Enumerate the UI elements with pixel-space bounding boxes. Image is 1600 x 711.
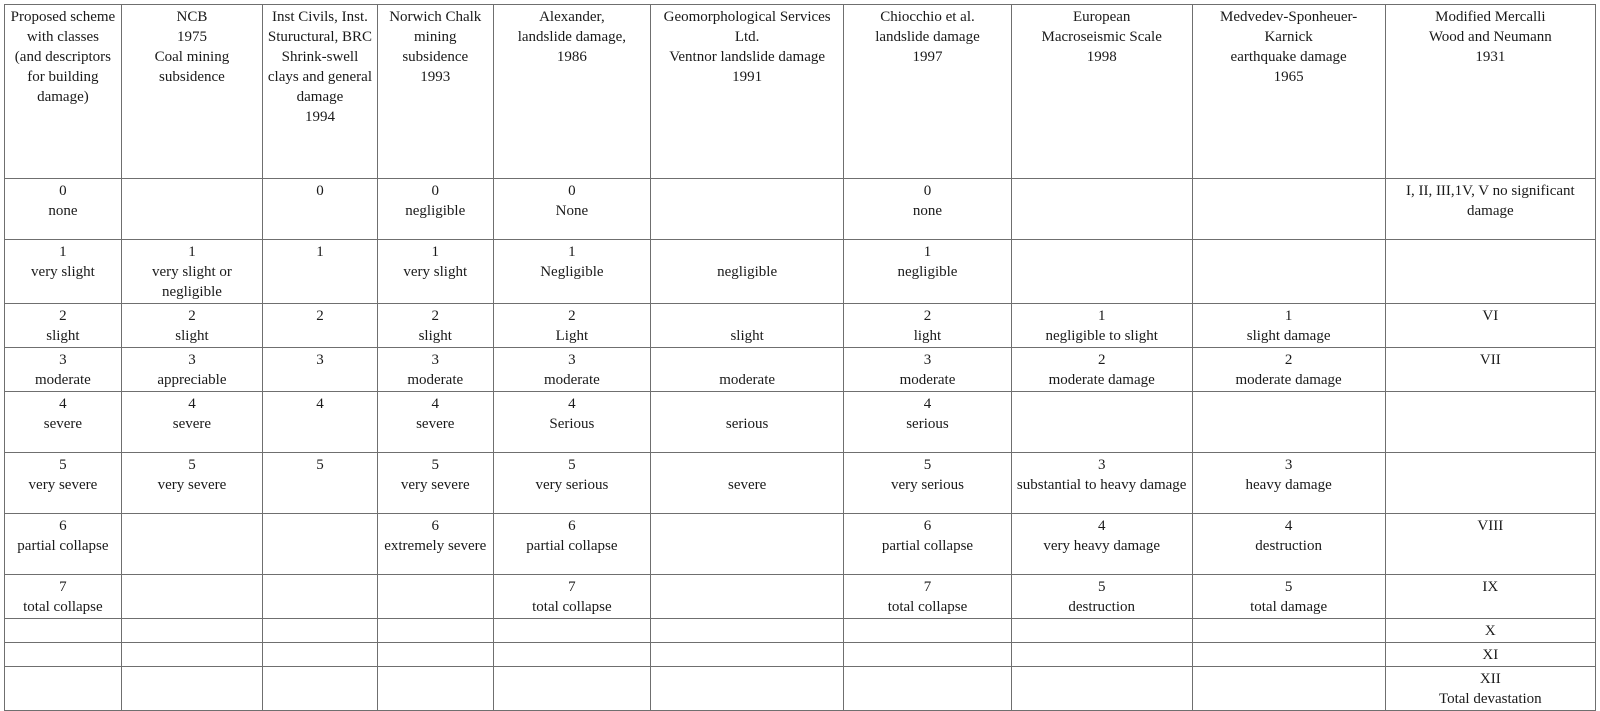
- table-cell: [263, 667, 378, 711]
- table-cell: [1011, 667, 1192, 711]
- table-cell: 0 none: [5, 179, 122, 240]
- table-row: [5, 514, 1596, 575]
- table-cell: VI: [1385, 304, 1595, 348]
- table-row: [5, 619, 1596, 643]
- table-cell: 1 very slight: [377, 240, 493, 304]
- table-cell: 2: [263, 304, 378, 348]
- header-cell-inst-civils: Inst Civils, Inst. Stuructural, BRC Shrink-swell clays and general damage 1994: [263, 5, 378, 179]
- table-cell: 2 light: [844, 304, 1012, 348]
- table-cell: [651, 667, 844, 711]
- table-cell: [5, 619, 122, 643]
- table-row: [5, 304, 1596, 348]
- table-cell: 6 partial collapse: [844, 514, 1012, 575]
- table-cell: 3 moderate: [5, 348, 122, 392]
- table-cell: [1011, 240, 1192, 304]
- table-row: [5, 453, 1596, 514]
- table-cell: 1 slight damage: [1192, 304, 1385, 348]
- header-cell-proposed-scheme: Proposed scheme with classes (and descriptors for building damage): [5, 5, 122, 179]
- table-cell: 0 none: [844, 179, 1012, 240]
- table-cell: [651, 575, 844, 619]
- table-cell: XI: [1385, 643, 1595, 667]
- table-cell: 6 partial collapse: [5, 514, 122, 575]
- table-cell: I, II, III,1V, V no significant damage: [1385, 179, 1595, 240]
- table-cell: [651, 643, 844, 667]
- table-cell: 4 destruction: [1192, 514, 1385, 575]
- table-cell: [493, 619, 650, 643]
- table-cell: [377, 575, 493, 619]
- table-cell: [1385, 392, 1595, 453]
- table-cell: 5: [263, 453, 378, 514]
- damage-classification-table: [4, 4, 1596, 711]
- table-cell: 1 very slight: [5, 240, 122, 304]
- table-cell: 3 moderate: [377, 348, 493, 392]
- table-cell: 4: [263, 392, 378, 453]
- table-cell: [1011, 619, 1192, 643]
- table-cell: [377, 667, 493, 711]
- table-row: [5, 179, 1596, 240]
- table-cell: [1192, 667, 1385, 711]
- header-cell-geomorphological: Geomorphological Services Ltd. Ventnor landslide damage 1991: [651, 5, 844, 179]
- header-cell-norwich-chalk: Norwich Chalk mining subsidence 1993: [377, 5, 493, 179]
- table-cell: 6 partial collapse: [493, 514, 650, 575]
- table-cell: 4 severe: [121, 392, 262, 453]
- table-cell: [121, 514, 262, 575]
- table-row: [5, 392, 1596, 453]
- table-cell: 5 very severe: [5, 453, 122, 514]
- table-cell: 5 destruction: [1011, 575, 1192, 619]
- table-cell: [1192, 392, 1385, 453]
- table-cell: [121, 179, 262, 240]
- table-cell: 3 moderate: [493, 348, 650, 392]
- table-cell: X: [1385, 619, 1595, 643]
- table-cell: [651, 179, 844, 240]
- table-cell: 3 moderate: [844, 348, 1012, 392]
- table-cell: [844, 667, 1012, 711]
- table-row: [5, 240, 1596, 304]
- table-row: [5, 643, 1596, 667]
- table-cell: [121, 667, 262, 711]
- header-cell-european-macroseismic: European Macroseismic Scale 1998: [1011, 5, 1192, 179]
- table-cell: 2 slight: [377, 304, 493, 348]
- table-cell: [1192, 619, 1385, 643]
- table-cell: [121, 619, 262, 643]
- table-cell: 5 very serious: [844, 453, 1012, 514]
- table-cell: 4 Serious: [493, 392, 650, 453]
- table-cell: 5 total damage: [1192, 575, 1385, 619]
- table-cell: 3: [263, 348, 378, 392]
- header-cell-modified-mercalli: Modified Mercalli Wood and Neumann 1931: [1385, 5, 1595, 179]
- table-cell: 1 negligible: [844, 240, 1012, 304]
- table-cell: [5, 667, 122, 711]
- table-cell: [263, 643, 378, 667]
- table-cell: [263, 575, 378, 619]
- table-cell: 3 substantial to heavy damage: [1011, 453, 1192, 514]
- table-cell: slight: [651, 304, 844, 348]
- table-cell: 7 total collapse: [493, 575, 650, 619]
- table-cell: 2 moderate damage: [1011, 348, 1192, 392]
- header-cell-alexander: Alexander, landslide damage, 1986: [493, 5, 650, 179]
- table-cell: 1: [263, 240, 378, 304]
- table-cell: 2 Light: [493, 304, 650, 348]
- table-cell: 6 extremely severe: [377, 514, 493, 575]
- table-cell: [1385, 453, 1595, 514]
- table-cell: 5 very severe: [377, 453, 493, 514]
- header-row: [5, 5, 1596, 179]
- table-cell: [1192, 643, 1385, 667]
- table-cell: 5 very serious: [493, 453, 650, 514]
- table-cell: 2 slight: [121, 304, 262, 348]
- table-cell: 3 heavy damage: [1192, 453, 1385, 514]
- header-cell-msk: Medvedev-Sponheuer-Karnick earthquake damage 1965: [1192, 5, 1385, 179]
- table-cell: [844, 643, 1012, 667]
- table-cell: [1192, 240, 1385, 304]
- table-cell: 1 very slight or negligible: [121, 240, 262, 304]
- table-cell: 1 Negligible: [493, 240, 650, 304]
- table-cell: [844, 619, 1012, 643]
- table-cell: 0 negligible: [377, 179, 493, 240]
- header-cell-ncb: NCB 1975 Coal mining subsidence: [121, 5, 262, 179]
- table-cell: 5 very severe: [121, 453, 262, 514]
- table-cell: VIII: [1385, 514, 1595, 575]
- table-row: [5, 667, 1596, 711]
- table-cell: VII: [1385, 348, 1595, 392]
- table-cell: 0 None: [493, 179, 650, 240]
- table-cell: [493, 643, 650, 667]
- table-cell: [121, 643, 262, 667]
- table-cell: 0: [263, 179, 378, 240]
- table-cell: XII Total devastation: [1385, 667, 1595, 711]
- table-cell: [1011, 643, 1192, 667]
- table-cell: 4 severe: [377, 392, 493, 453]
- header-cell-chiocchio: Chiocchio et al. landslide damage 1997: [844, 5, 1012, 179]
- table-cell: 7 total collapse: [844, 575, 1012, 619]
- table-cell: severe: [651, 453, 844, 514]
- table-cell: [493, 667, 650, 711]
- table-row: [5, 575, 1596, 619]
- table-cell: 3 appreciable: [121, 348, 262, 392]
- table-cell: [1385, 240, 1595, 304]
- table-cell: [263, 619, 378, 643]
- table-cell: negligible: [651, 240, 844, 304]
- table-row: [5, 348, 1596, 392]
- table-cell: 4 serious: [844, 392, 1012, 453]
- table-cell: [1192, 179, 1385, 240]
- table-cell: [1011, 179, 1192, 240]
- table-cell: IX: [1385, 575, 1595, 619]
- table-cell: 7 total collapse: [5, 575, 122, 619]
- table-cell: 4 very heavy damage: [1011, 514, 1192, 575]
- table-body: [5, 179, 1596, 711]
- table-cell: [377, 643, 493, 667]
- table-cell: serious: [651, 392, 844, 453]
- table-cell: [5, 643, 122, 667]
- table-cell: [121, 575, 262, 619]
- table-cell: 1 negligible to slight: [1011, 304, 1192, 348]
- table-cell: [651, 514, 844, 575]
- table-cell: [651, 619, 844, 643]
- table-cell: [263, 514, 378, 575]
- table-cell: 2 moderate damage: [1192, 348, 1385, 392]
- table-cell: 2 slight: [5, 304, 122, 348]
- table-cell: 4 severe: [5, 392, 122, 453]
- table-cell: [377, 619, 493, 643]
- table-cell: [1011, 392, 1192, 453]
- table-cell: moderate: [651, 348, 844, 392]
